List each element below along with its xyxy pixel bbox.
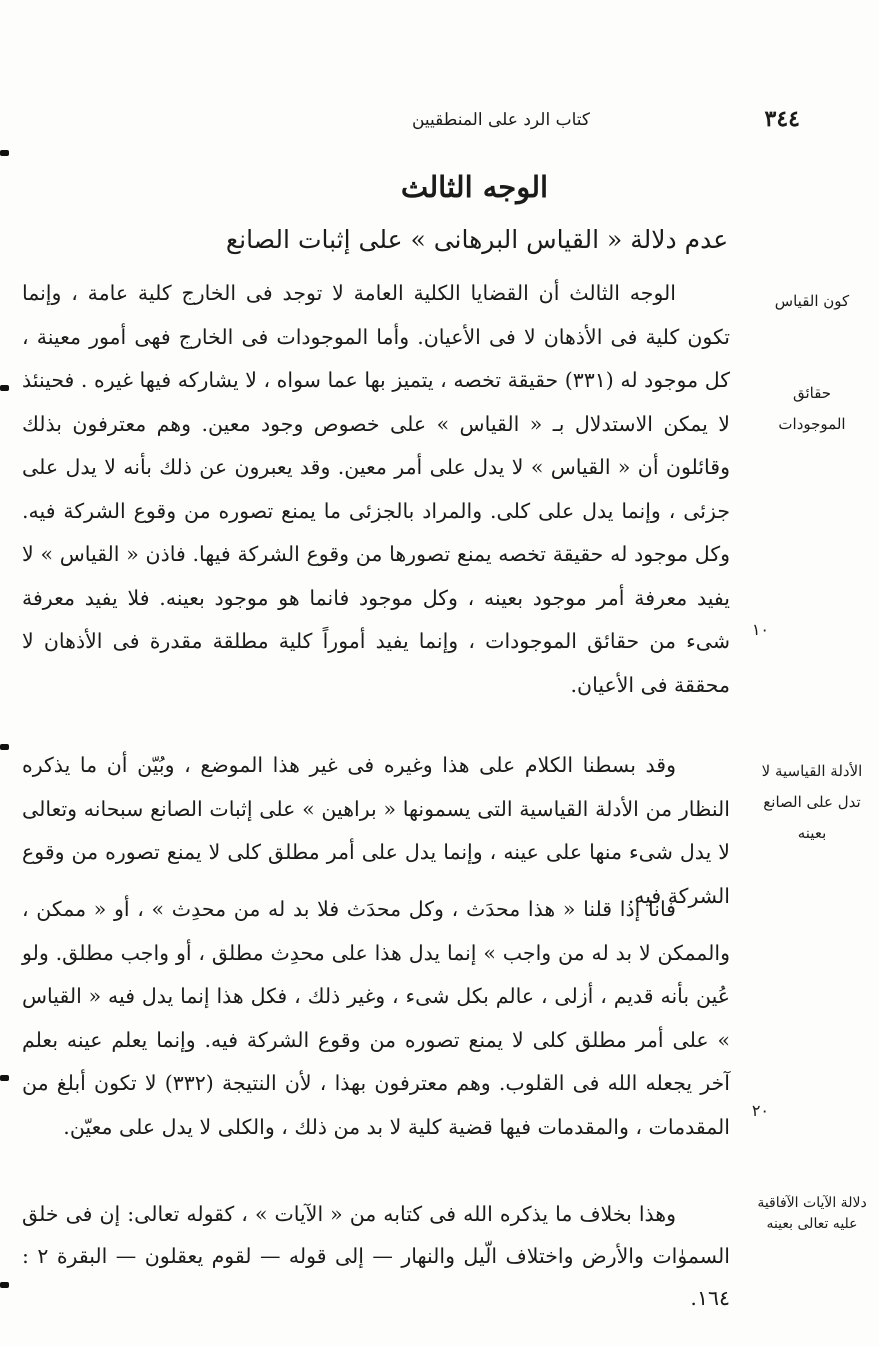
binding-mark [0,385,9,391]
paragraph-2-text: وقد بسطنا الكلام على هذا وغيره فى غير هذا الموضع ، وبُيّن أن ما يذكره النظار من الأدلة القياسية التى يسمونها « براهين » على إثبات الصانع سبحانه وتعالى لا يدل شىء منها على عينه ، وإنما يدل على أمر مطلق كلى لا يمنع تصوره من وقوع الشركة فيه. [22,753,730,908]
line-number-20: ٢٠ [751,1101,769,1120]
paragraph-1-text: الوجه الثالث أن القضايا الكلية العامة لا توجد فى الخارج كلية عامة ، وإنما تكون كلية فى الأذهان لا فى الأعيان. وأما الموجودات فى الخارج فهى أمور معينة ، كل موجود له (٣٣١) حقيقة تخصه ، يتميز بها عما سواه ، لا يشاركه فيها غيره . فحينئذ لا يمكن الاستدلال بـ « القياس » على خصوص وجود معين. وهم معترفون بذلك وقائلون أن « القياس » لا يدل على أمر معين. وقد يعبرون عن ذلك بأنه لا يدل على جزئى ، وإنما يدل على كلى. والمراد بالجزئى ما يمنع تصوره من وقوع الشركة فيه. وكل موجود له حقيقة تخصه يمنع تصورها من وقوع الشركة فيها. فاذن « القياس » لا يفيد معرفة أمر موجود بعينه ، وكل موجود فانما هو موجود بعينه. فلا يفيد معرفة شىء من حقائق الموجودات ، وإنما يفيد أموراً كلية مطلقة مقدرة فى الأذهان لا محققة فى الأعيان. [22,281,730,697]
section-title: الوجه الثالث [400,170,549,204]
section-subtitle: عدم دلالة « القياس البرهانى » على إثبات الصانع [225,225,729,254]
paragraph-3 [22,888,730,1149]
running-header [240,106,800,136]
book-title: كتاب الرد على المنطقيين [411,110,590,130]
paragraph-3-text: فانا إذا قلنا « هذا محدَث ، وكل محدَث فلا بد له من محدِث » ، أو « ممكن ، والممكن لا بد له من واجب » إنما يدل هذا على محدِث مطلق ، أو واجب مطلق. ولو عُين بأنه قديم ، أزلى ، عالم بكل شىء ، وغير ذلك ، فكل هذا إنما يدل فيه « القياس » على أمر مطلق كلى لا يمنع تصوره من وقوع الشركة فيه. وإنما يعلم عينه بعلم آخر يجعله الله فى القلوب. وهم معترفون بهذا ، لأن النتيجة (٣٣٢) لا تكون أبلغ من المقدمات ، والمقدمات فيها قضية كلية لا بد من ذلك ، والكلى لا يدل على معيّن. [22,897,730,1139]
page-number: ٣٤٤ [764,106,800,132]
binding-mark [0,1282,9,1288]
paragraph-4 [22,1193,730,1319]
margin-note-ayat: دلالة الآيات الآفاقية عليه تعالى بعينه [757,1195,867,1232]
margin-note-qiyas: كون القياس [774,292,850,310]
binding-mark [0,744,9,750]
line-number-10: ١٠ [751,620,769,639]
paragraph-4-text: وهذا بخلاف ما يذكره الله فى كتابه من « الآيات » ، كقوله تعالى: إن فى خلق السموٰات والأرض واختلاف الّيل والنهار — إلى قوله — لقوم يعقلون — البقرة ٢ : ١٦٤. [22,1202,730,1310]
paragraph-1 [22,272,730,707]
margin-note-haqaiq: حقائق الموجودات [778,384,846,433]
binding-mark [0,1075,9,1081]
binding-mark [0,150,9,156]
margin-note-adilla: الأدلة القياسية لا تدل على الصانع بعينه [761,762,863,842]
